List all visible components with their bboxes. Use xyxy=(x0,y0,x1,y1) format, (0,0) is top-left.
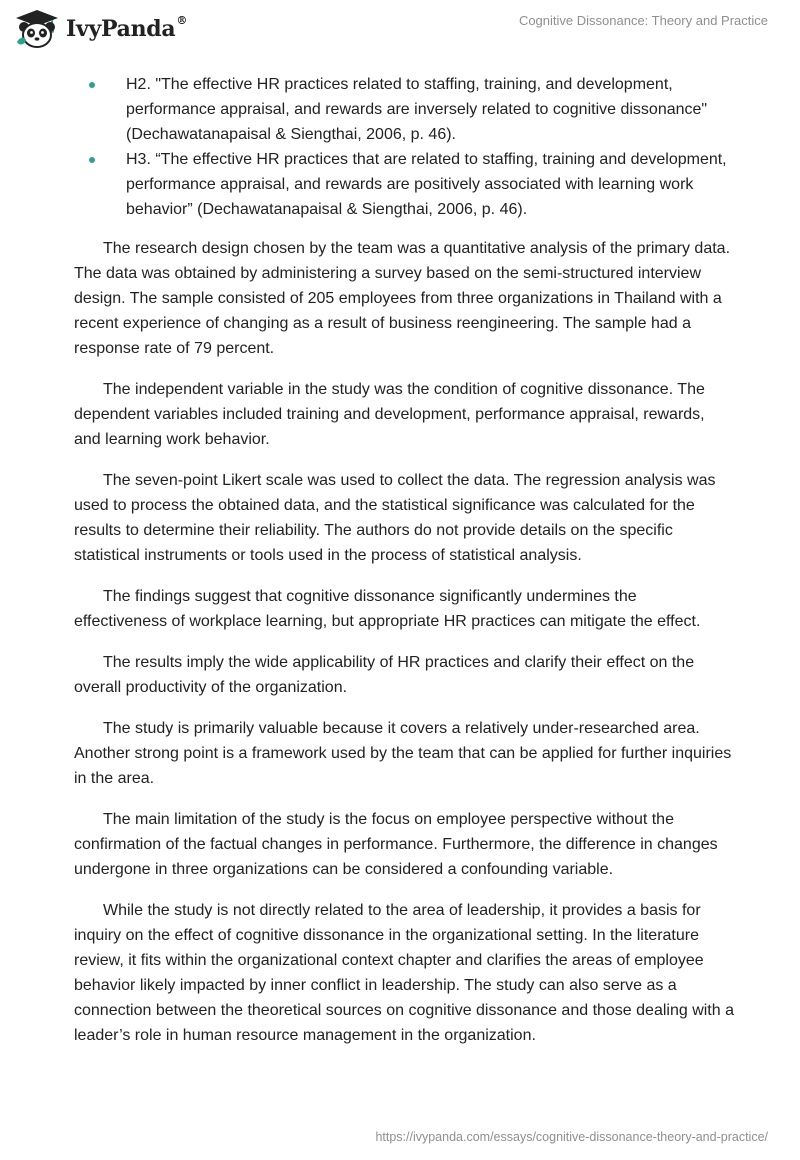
paragraph-relevance: While the study is not directly related to the area of leadership, it provides a basis for inquiry on the effect of cognitive dissonance in the organizational setting. In the literature review, it fits within the organizational context chapter and clarifies the areas of employee behavior likely impacted by inner conflict in leadership. The study can also serve as a connection between the theoretical sources on cognitive dissonance and those dealing with a leader’s role in human resource management in the organization. xyxy=(74,902,734,1044)
list-item xyxy=(74,147,734,222)
bullet-dot-icon xyxy=(89,157,95,163)
page-header xyxy=(0,0,800,60)
brand-name: IvyPanda® xyxy=(66,13,188,42)
paragraph-strengths: The study is primarily valuable because it covers a relatively under-researched area. Another strong point is a framework used by the team that can be applied for further inquiries in the area. xyxy=(74,720,732,787)
paragraph-implications: The results imply the wide applicability of HR practices and clarify their effect on the overall productivity of the organization. xyxy=(74,654,695,696)
hypotheses-list xyxy=(74,72,734,222)
trademark: ® xyxy=(176,13,188,27)
bullet-dot-icon xyxy=(89,82,95,88)
list-item xyxy=(74,72,734,147)
page-header-title: Cognitive Dissonance: Theory and Practice xyxy=(518,13,768,28)
list-item-text: H3. “The effective HR practices that are related to staffing, training and development, performance appraisal, and rewards are positively associated with learning work behavior” (Dechawatanapaisal & Siengthai, 2006, p. 46). xyxy=(126,151,727,218)
essay-body xyxy=(74,72,734,1064)
paragraph-research-design: The research design chosen by the team was a quantitative analysis of the primary data. The data was obtained by administering a survey based on the semi-structured interview design. The sample consisted of 205 employees from three organizations in Thailand with a recent experience of changing as a result of business reengineering. The sample had a response rate of 79 percent. xyxy=(74,240,731,357)
panda-graduate-icon xyxy=(14,8,60,50)
source-url-link[interactable]: https://ivypanda.com/essays/cognitive-dissonance-theory-and-practice/ xyxy=(375,1130,768,1144)
paragraph-limitations: The main limitation of the study is the focus on employee perspective without the confirmation of the factual changes in performance. Furthermore, the difference in changes undergone in three organizations can be considered a confounding variable. xyxy=(74,811,718,878)
list-item-text: H2. "The effective HR practices related to staffing, training, and development, performance appraisal, and rewards are inversely related to cognitive dissonance" (Dechawatanapaisal & Siengthai, 2006, p. 46). xyxy=(126,76,708,143)
paragraph-variables: The independent variable in the study was the condition of cognitive dissonance. The dependent variables included training and development, performance appraisal, rewards, and learning work behavior. xyxy=(74,381,705,448)
site-logo[interactable] xyxy=(14,8,187,50)
paragraph-data-collection: The seven-point Likert scale was used to collect the data. The regression analysis was used to process the obtained data, and the statistical significance was calculated for the results to determine their reliability. The authors do not provide details on the specific statistical instruments or tools used in the process of statistical analysis. xyxy=(74,472,716,564)
paragraph-findings: The findings suggest that cognitive dissonance significantly undermines the effectiveness of workplace learning, but appropriate HR practices can mitigate the effect. xyxy=(74,588,701,630)
